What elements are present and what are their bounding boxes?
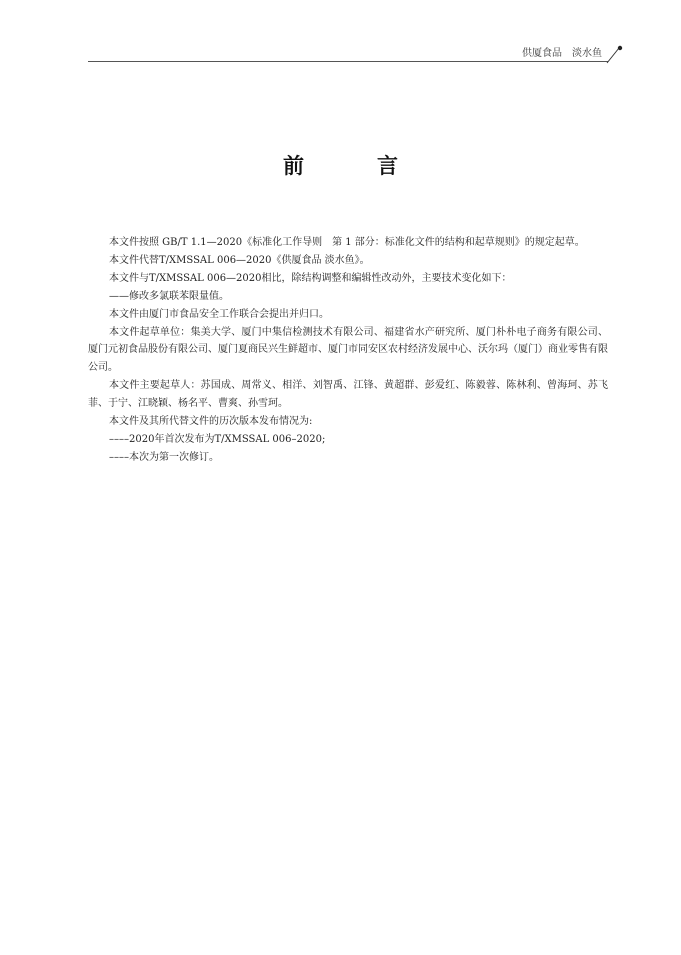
paragraph-changes: 本文件与T/XMSSAL 006—2020相比，除结构调整和编辑性改动外，主要技术变化如下： (109, 272, 512, 284)
page-title: 前 言 (283, 154, 424, 178)
paragraph-drafting-units: 本文件起草单位：集美大学、厦门中集信检测技术有限公司、福建省水产研究所、厦门朴朴电子商务有限公司、厦门元初食品股份有限公司、厦门夏商民兴生鲜超市、厦门市同安区农村经济发展中心、沃尔玛（厦门）商业零售有限公司。 (88, 326, 608, 374)
paragraph-drafting-rule: 本文件按照 GB/T 1.1—2020《标准化工作导则 第 1 部分：标准化文件的结构和起草规则》的规定起草。 (109, 237, 585, 248)
header-slash-decoration (604, 44, 628, 66)
paragraph-drafters: 本文件主要起草人：苏国成、周常义、相洋、刘智禹、江锋、黄超群、彭爱红、陈毅蓉、陈林利、曾海珂、苏飞菲、于宁、江晓颖、杨名平、曹爽、孙雪珂。 (88, 380, 608, 410)
foreword-body (88, 234, 608, 467)
paragraph-proposer: 本文件由厦门市食品安全工作联合会提出并归口。 (109, 308, 329, 320)
paragraph-history-intro: 本文件及其所代替文件的历次版本发布情况为: (109, 416, 313, 428)
running-header (88, 36, 608, 62)
paragraph-history-item-1: ––––2020年首次发布为T/XMSSAL 006–2020; (109, 433, 326, 445)
paragraph-change-item: ——修改多氯联苯限量值。 (109, 290, 229, 302)
running-header-title: 供厦食品 淡水鱼 (522, 48, 602, 59)
paragraph-replaces: 本文件代替T/XMSSAL 006—2020《供厦食品 淡水鱼》。 (109, 254, 370, 266)
header-rule (88, 61, 608, 62)
paragraph-history-item-2: ––––本次为第一次修订。 (109, 451, 219, 463)
